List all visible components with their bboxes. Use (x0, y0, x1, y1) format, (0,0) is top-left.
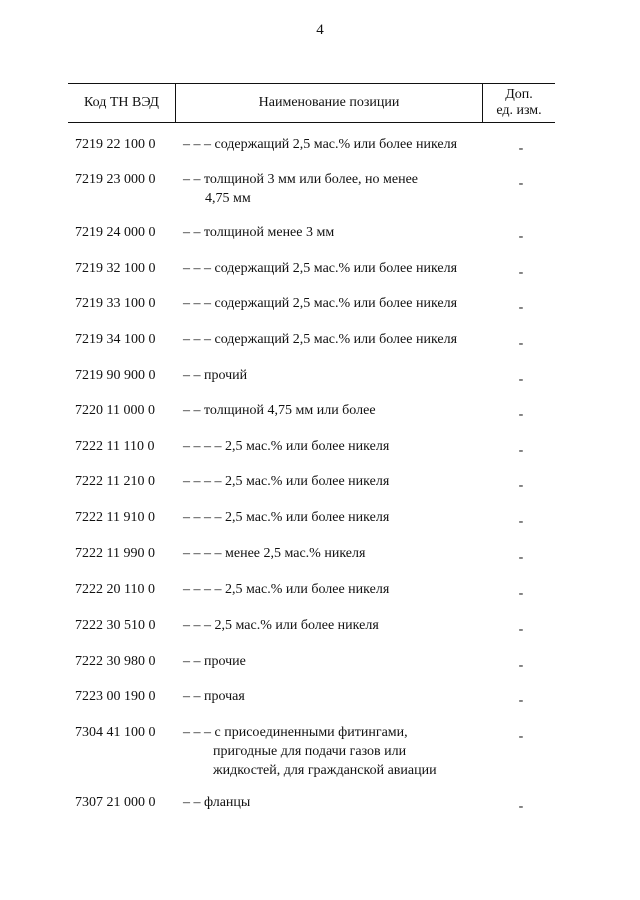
row-unit: - (518, 658, 524, 673)
row-unit: - (518, 141, 524, 156)
row-unit: - (518, 336, 524, 351)
header-unit-line2: ед. изм. (496, 103, 542, 118)
row-name-line: – – толщиной 4,75 мм или более (183, 403, 376, 418)
row-name (183, 616, 493, 635)
row-name-line: – – – – менее 2,5 мас.% никеля (183, 546, 366, 561)
row-code: 7222 30 980 0 (75, 654, 156, 669)
row-name (183, 687, 493, 706)
row-name-line: жидкостей, для гражданской авиации (213, 763, 437, 778)
row-name-line: – – толщиной менее 3 мм (183, 225, 335, 240)
row-name-line: 4,75 мм (205, 191, 251, 206)
row-code: 7219 34 100 0 (75, 332, 156, 347)
row-name (183, 401, 493, 420)
row-unit: - (518, 478, 524, 493)
row-code: 7219 24 000 0 (75, 225, 156, 240)
row-code: 7222 11 910 0 (75, 510, 155, 525)
row-name-line: – – фланцы (183, 795, 251, 810)
header-name: Наименование позиции (258, 95, 400, 110)
header-unit (483, 84, 555, 122)
row-name-line: – – – 2,5 мас.% или более никеля (183, 618, 379, 633)
row-code: 7222 20 110 0 (75, 582, 155, 597)
row-name-line: пригодные для подачи газов или (213, 744, 407, 759)
row-unit: - (518, 265, 524, 280)
row-name-line: – – – содержащий 2,5 мас.% или более никеля (183, 137, 458, 152)
header-unit-line1: Доп. (505, 87, 533, 102)
row-name (183, 472, 493, 491)
row-name-line: – – толщиной 3 мм или более, но менее (183, 172, 419, 187)
row-code: 7307 21 000 0 (75, 795, 156, 810)
header-code: Код ТН ВЭД (84, 95, 159, 110)
row-unit: - (518, 372, 524, 387)
row-code: 7220 11 000 0 (75, 403, 155, 418)
row-name-line: – – – содержащий 2,5 мас.% или более никеля (183, 296, 458, 311)
row-code: 7219 23 000 0 (75, 172, 156, 187)
row-name (183, 259, 493, 278)
row-code: 7222 30 510 0 (75, 618, 156, 633)
row-name (183, 437, 493, 456)
row-name (183, 580, 493, 599)
row-name (183, 294, 493, 313)
row-code: 7222 11 110 0 (75, 439, 155, 454)
row-unit: - (518, 799, 524, 814)
row-name-line: – – прочий (183, 368, 248, 383)
row-name (183, 652, 493, 671)
row-name-line: – – – – 2,5 мас.% или более никеля (183, 474, 390, 489)
row-name-line: – – – – 2,5 мас.% или более никеля (183, 439, 390, 454)
page-number: 4 (316, 22, 324, 38)
row-name (183, 170, 493, 208)
row-name (183, 223, 493, 242)
row-code: 7219 22 100 0 (75, 137, 156, 152)
row-code: 7222 11 990 0 (75, 546, 155, 561)
row-code: 7219 32 100 0 (75, 261, 156, 276)
row-name (183, 330, 493, 349)
row-name-line: – – – содержащий 2,5 мас.% или более никеля (183, 332, 458, 347)
row-name (183, 366, 493, 385)
row-code: 7223 00 190 0 (75, 689, 156, 704)
row-code: 7219 33 100 0 (75, 296, 156, 311)
row-unit: - (518, 693, 524, 708)
row-code: 7222 11 210 0 (75, 474, 155, 489)
row-name-line: – – – – 2,5 мас.% или более никеля (183, 582, 390, 597)
row-unit: - (518, 176, 524, 191)
row-name-line: – – – – 2,5 мас.% или более никеля (183, 510, 390, 525)
row-unit: - (518, 622, 524, 637)
row-unit: - (518, 586, 524, 601)
row-unit: - (518, 229, 524, 244)
row-unit: - (518, 407, 524, 422)
row-name-line: – – прочая (183, 689, 245, 704)
row-name-line: – – – с присоединенными фитингами, (183, 725, 408, 740)
table-header (68, 83, 555, 123)
row-name (183, 135, 493, 154)
row-name-line: – – прочие (183, 654, 246, 669)
row-name (183, 723, 493, 780)
row-unit: - (518, 550, 524, 565)
row-name (183, 793, 493, 812)
row-name (183, 508, 493, 527)
row-code: 7219 90 900 0 (75, 368, 156, 383)
row-unit: - (518, 300, 524, 315)
row-unit: - (518, 514, 524, 529)
row-code: 7304 41 100 0 (75, 725, 156, 740)
row-unit: - (518, 443, 524, 458)
row-name-line: – – – содержащий 2,5 мас.% или более никеля (183, 261, 458, 276)
row-name (183, 544, 493, 563)
row-unit: - (518, 729, 524, 744)
